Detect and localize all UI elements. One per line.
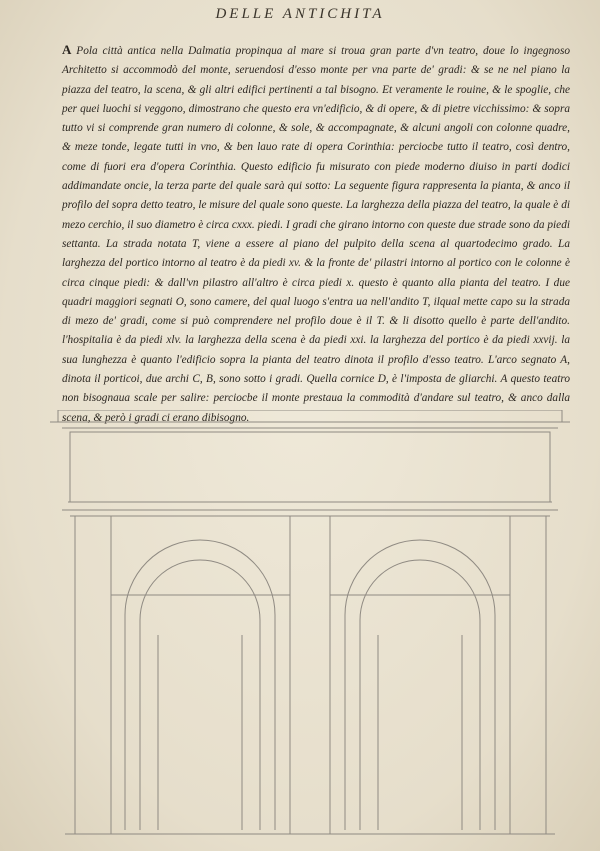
pilaster-right bbox=[510, 516, 546, 834]
drop-cap: A bbox=[62, 42, 72, 57]
pilaster-center bbox=[290, 516, 330, 834]
running-head: DELLE ANTICHITA bbox=[215, 6, 385, 22]
pilaster-left bbox=[75, 516, 111, 834]
body-paragraph bbox=[62, 40, 570, 428]
arch-left bbox=[125, 540, 275, 830]
entablature-band bbox=[58, 410, 562, 422]
body-paragraph-text: Pola città antica nella Dalmatia propinqua al mare si troua gran parte d'vn teatro, doue lo ingegnoso Architetto si accommodò del monte, seruendosi d'esso monte per vna parte de' gradi: & se ne nel piano la piazza del teatro, la scena, & gli altri edifici pertinenti a tal bisogno. Et veramente le rouine, & le spoglie, che per quei luochi si veggono, dimostrano che questo era vn'edificio, & di opere, & di pietre vicchissimo: & sopra tutto vi si comprende gran numero di colonne, & sole, & accompagnate, & alcuni angoli con colonne quadre, & meze tonde, legate tutti in vno, & ben lauo rate di opera Corinthia: perciocbe tutto il teatro, così dentro, come di fuori era d'opera Corinthia. Questo edificio fu misurato con piede moderno diuiso in parti dodici addimandate oncie, la terza parte del quale sarà qui sotto: La seguente figura rappresenta la pianta, & anco il profilo del sopra detto teatro, le misure del quale sono queste. La larghezza della piazza del teatro, la quale è di mezo cerchio, il suo diametro è circa cxxx. piedi. I gradi che girano intorno con queste due strade sono da piedi settanta. La strada notata T, viene a essere al piano del pulpito della scena al quartodecimo grado. La larghezza del portico intorno al teatro è da piedi xv. & la fronte de' pilastri intorno al portico con le colonne è circa cinque piedi: & dall'vn pilastro all'altro è circa piedi x. questo è quanto alla pianta del teatro. I due quadri maggiori segnati O, sono camere, del qual luogo s'entra ua nell'andito T, ilqual mette capo su la strada di mezo de' gradi, come si può comprendere nel profilo doue è il T. & li disotto quello è parte dell'andito. l'hospitalia è da piedi xlv. la larghezza della scena è da piedi xxi. la larghezza del portico è da piedi xxvij. la sua lunghezza è quanto l'edificio sopra la pianta del teatro dinota il profilo d'esso teatro. L'arco segnato A, dinota il porticoi, due archi C, B, sono sotto i gradi. Quella cornice D, è l'imposta de gliarchi. A questo teatro non bisognaua scale per salire: perciocbe il monte prestaua la commodità d'andare sul teatro, & anco dalla scena, & però i gradi ci erano dibisogno. bbox=[62, 45, 570, 424]
attic-panel bbox=[70, 432, 550, 502]
arch-elevation-drawing bbox=[40, 410, 580, 840]
arch-right bbox=[345, 540, 495, 830]
architectural-elevation-figure bbox=[40, 410, 580, 840]
body-text bbox=[62, 40, 570, 428]
